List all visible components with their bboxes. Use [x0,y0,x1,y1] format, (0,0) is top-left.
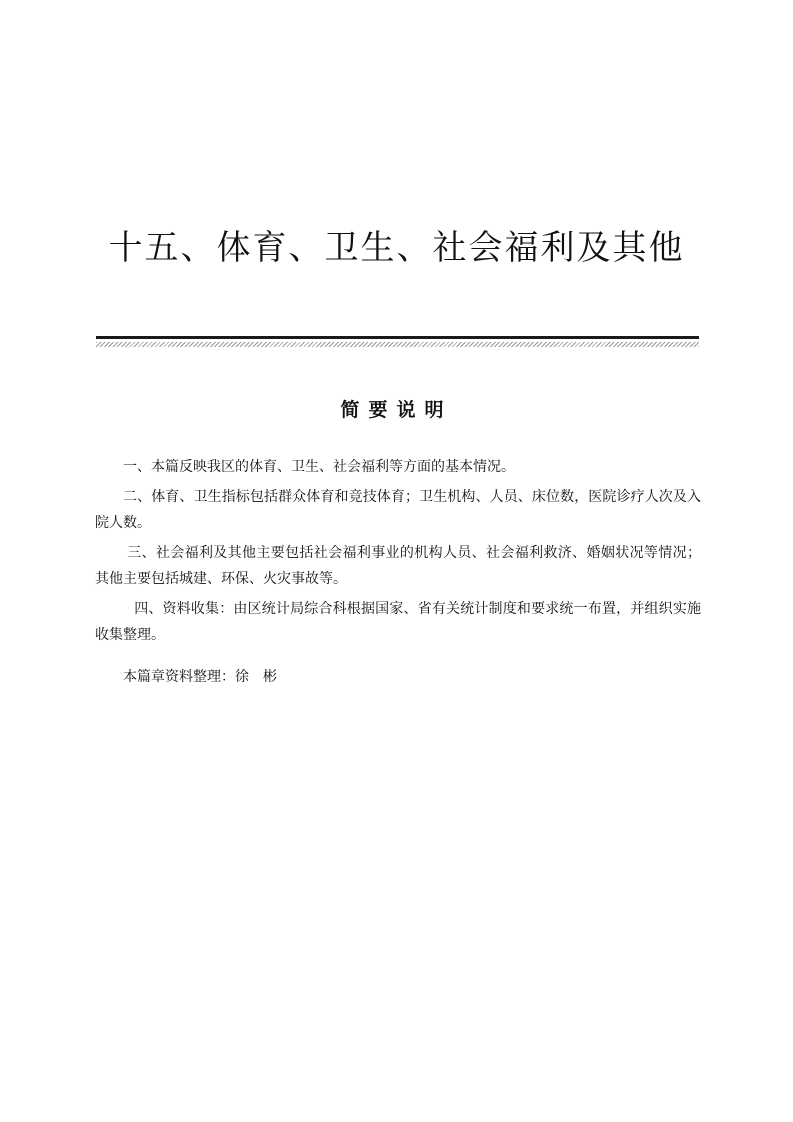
section-title: 简要说明 [340,399,453,421]
compiler-credit: 本篇章资料整理：徐 彬 [123,669,277,685]
paragraph-scope: 一、本篇反映我区的体育、卫生、社会福利等方面的基本情况。 [123,459,515,475]
paragraph-social-welfare: 三、社会福利及其他主要包括社会福利事业的机构人员、社会福利救济、婚姻状况等情况；其他主要包括城建、环保、火灾事故等。 [95,545,701,587]
title-divider-thick [96,336,699,339]
chapter-title: 十五、体育、卫生、社会福利及其他 [108,228,685,268]
description-body [95,454,701,652]
paragraph-data-collection: 四、资料收集：由区统计局综合科根据国家、省有关统计制度和要求统一布置，并组织实施收集整理。 [95,601,701,643]
title-divider-hatched [96,342,699,347]
paragraph-sports-health: 二、体育、卫生指标包括群众体育和竞技体育；卫生机构、人员、床位数，医院诊疗人次及入院人数。 [95,489,701,531]
